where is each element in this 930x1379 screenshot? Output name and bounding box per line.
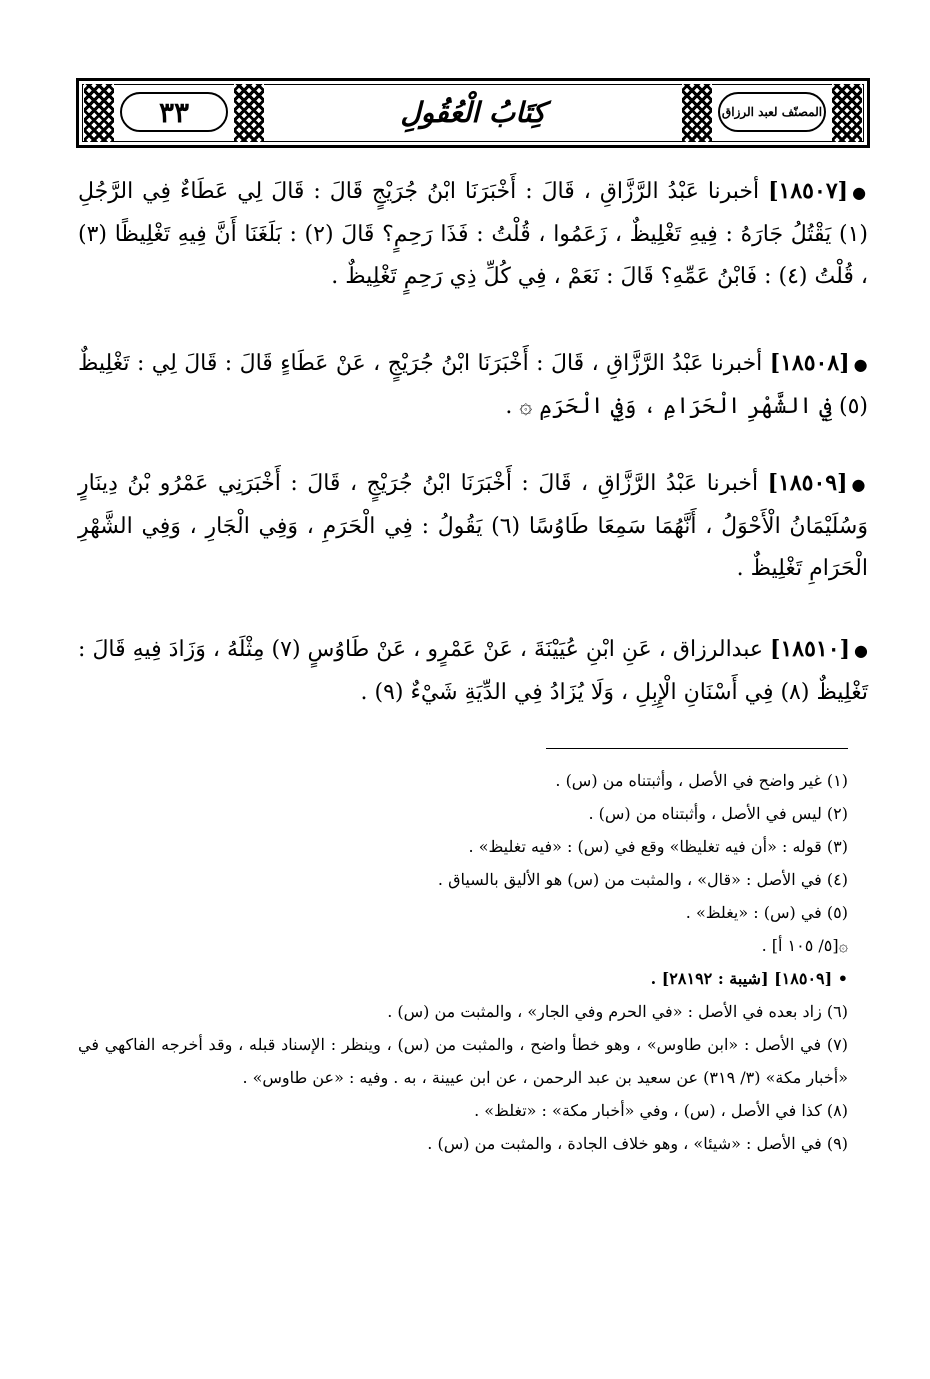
footnote-reference: • [١٨٥٠٩] [شيبة : ٢٨١٩٢] . <box>650 969 848 988</box>
bullet-icon: ● <box>851 475 868 494</box>
hadith-text: أخبرنا عَبْدُ الرَّزَّاقِ ، قَالَ : أَخْبَرَنَا ابْنُ جُرَيْجٍ ، قَالَ : أَخْبَرَنِي عَمْرُو بْنُ دِينَارٍ وَسُلَيْمَانُ الْأَحْوَلُ ، أَنَّهُمَا سَمِعَا طَاوُسًا (٦) يَقُولُ : فِي الْحَرَمِ ، وَفِي الْجَارِ ، وَفِي الشَّهْرِ الْحَرَامِ تَغْلِيظٌ . <box>78 471 868 581</box>
page-number: ٣٣ <box>120 92 228 132</box>
footnote: (٨) كذا في الأصل ، (س) ، وفي «أخبار مكة» : «تغلظ» . <box>474 1101 848 1120</box>
footnote: (٤) في الأصل : «قال» ، والمثبت من (س) هو الأليق بالسياق . <box>437 870 848 889</box>
hadith-paragraph <box>78 628 868 714</box>
hadith-text: عبدالرزاق ، عَنِ ابْنِ عُيَيْنَةَ ، عَنْ عَمْرٍو ، عَنْ طَاوُسٍ (٧) مِثْلَهُ ، وَزَادَ فِيهِ قَالَ : تَغْلِيظٌ (٨) فِي أَسْنَانِ الْإِبِلِ ، وَلَا يُزَادُ فِي الدِّيَةِ شَيْءٌ (٩) . <box>78 637 868 705</box>
footnote: (٢) ليس في الأصل ، وأثبتناه من (س) . <box>588 804 848 823</box>
hadith-number: [١٨٥٠٨] <box>769 350 850 376</box>
hadith-text: أخبرنا عَبْدُ الرَّزَّاقِ ، قَالَ : أَخْبَرَنَا ابْنُ جُرَيْجٍ قَالَ : قَالَ لِي عَطَاءٌ فِي الرَّجُلِ (١) يَقْتُلُ جَارَهُ : فِيهِ تَغْلِيظٌ ، زَعَمُوا ، قُلْتُ : فَذَا رَحِمٍ؟ قَالَ (٢) : بَلَغَنَا أَنَّ فِيهِ تَغْلِيظًا (٣) ، قُلْتُ (٤) : فَابْنُ عَمِّهِ؟ قَالَ : نَعَمْ ، فِي كُلِّ ذِي رَحِمٍ تَغْلِيظٌ . <box>78 179 868 289</box>
footnotes <box>78 764 848 1160</box>
hadith-number: [١٨٥٠٩] <box>767 470 848 496</box>
footnote: (٣) قوله : «أن فيه تغليظا» وقع في (س) : «فيه تغليظ» . <box>468 837 848 856</box>
hadith-number: [١٨٥١٠] <box>770 636 850 662</box>
ornament-icon <box>682 84 712 142</box>
book-logo: المصنّف لعبد الرزاق <box>718 92 826 132</box>
hadith-paragraph <box>78 170 868 298</box>
footnote: (٦) زاد بعده في الأصل : «في الحرم وفي الجار» ، والمثبت من (س) . <box>387 1002 848 1021</box>
ornament-icon <box>234 84 264 142</box>
footnote-divider <box>546 748 848 749</box>
page-header <box>76 78 870 148</box>
bullet-icon: ● <box>852 183 868 202</box>
bullet-icon: ● <box>853 641 868 660</box>
hadith-number: [١٨٥٠٧] <box>768 178 849 204</box>
ornament-icon <box>832 84 862 142</box>
chapter-title: كِتَابُ الْعُقُولِ <box>400 95 546 129</box>
hadith-paragraph <box>78 342 868 428</box>
footnote: (٩) في الأصل : «شيئا» ، وهو خلاف الجادة ، والمثبت من (س) . <box>427 1134 848 1153</box>
hadith-paragraph <box>78 462 868 590</box>
footnote: (١) غير واضح في الأصل ، وأثبتناه من (س) . <box>555 771 848 790</box>
footnote: (٥) في (س) : «يغلظ» . <box>685 903 848 922</box>
bullet-icon: ● <box>853 355 868 374</box>
ornament-icon <box>84 84 114 142</box>
footnote: (٧) في الأصل : «ابن طاوس» ، وهو خطأ واضح ، والمثبت من (س) ، وينظر : الإسناد قبله ، وقد أخرجه الفاكهي في «أخبار مكة» (٣/ ٣١٩) عن سعيد بن عبد الرحمن ، عن ابن عيينة ، به . وفيه : «عن طاوس» . <box>78 1035 848 1087</box>
footnote: ۞[٥/ ١٠٥ أ] . <box>761 936 848 955</box>
hadith-text: أخبرنا عَبْدُ الرَّزَّاقِ ، قَالَ : أَخْبَرَنَا ابْنُ جُرَيْجٍ ، عَنْ عَطَاءٍ قَالَ : قَالَ لِي : تَغْلِيظٌ (٥) فِي الشَّهْرِ الْحَرَامِ ، وَفِي الْحَرَمِ ۞ . <box>78 351 868 419</box>
